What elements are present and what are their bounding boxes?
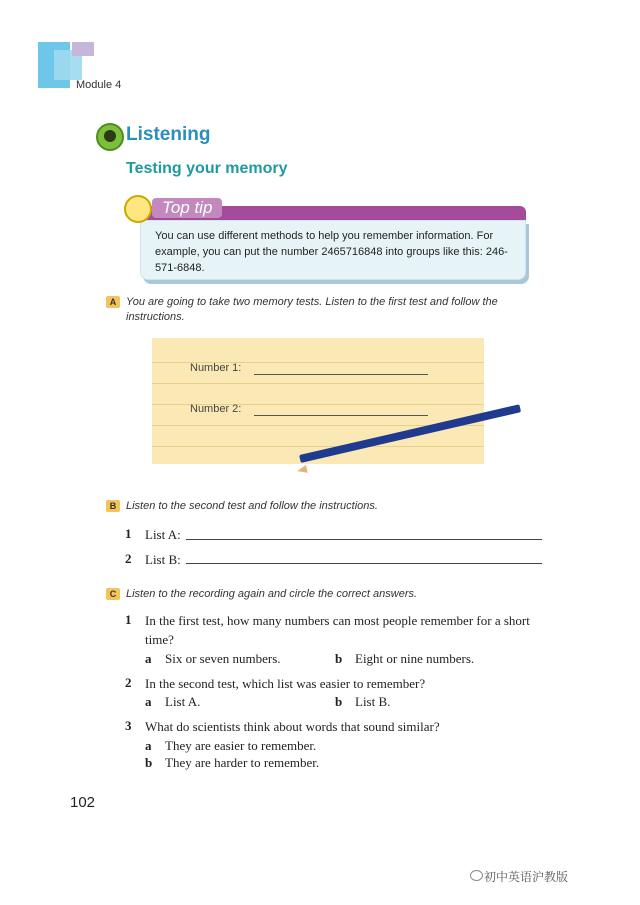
number2-label: Number 2:	[190, 403, 242, 415]
exercise-badge-c: C	[106, 588, 120, 600]
number2-answer-line[interactable]	[254, 415, 428, 416]
section-title: Listening	[126, 124, 211, 145]
page-number: 102	[70, 794, 96, 811]
tip-text: You can use different methods to help you remember information. For example, you can put the number 2465716848 into groups like this: 246-571-6848.	[155, 230, 508, 274]
notepad-line	[152, 383, 484, 384]
answer-option[interactable]: List B.	[355, 694, 391, 709]
option-letter-a: a	[145, 694, 152, 709]
answer-option[interactable]: Six or seven numbers.	[165, 651, 281, 666]
headphones-icon	[96, 123, 124, 151]
answer-option[interactable]: List A.	[165, 694, 201, 709]
notepad-line	[152, 446, 484, 447]
option-letter-b: b	[335, 694, 343, 709]
module-label: Module 4	[76, 79, 122, 91]
header-decoration	[72, 42, 94, 56]
number1-answer-line[interactable]	[254, 374, 428, 375]
list-a-answer-line[interactable]	[186, 539, 542, 540]
section-subtitle: Testing your memory	[126, 160, 288, 177]
list-a-label: List A:	[145, 527, 181, 542]
question-text: In the first test, how many numbers can most people remember for a short time?	[145, 613, 530, 647]
answer-option[interactable]: Eight or nine numbers.	[355, 651, 475, 666]
list-b-label: List B:	[145, 552, 181, 567]
item-number: 2	[125, 551, 132, 566]
lightbulb-icon	[124, 195, 152, 223]
exercise-badge-a: A	[106, 296, 120, 308]
pencil-tip	[296, 465, 308, 475]
item-number: 1	[125, 526, 132, 541]
option-letter-b: b	[145, 755, 153, 770]
question-text: What do scientists think about words that sound similar?	[145, 719, 440, 734]
question-text: In the second test, which list was easier to remember?	[145, 676, 426, 691]
list-b-answer-line[interactable]	[186, 563, 542, 564]
exercise-a-instruction: You are going to take two memory tests. Listen to the first test and follow the instructions.	[126, 296, 498, 323]
watermark-text: 初中英语沪教版	[484, 870, 569, 884]
notepad	[152, 338, 484, 464]
answer-option[interactable]: They are harder to remember.	[165, 755, 320, 770]
number1-label: Number 1:	[190, 362, 242, 374]
question-number: 2	[125, 675, 132, 690]
answer-option[interactable]: They are easier to remember.	[165, 738, 317, 753]
wechat-icon	[470, 870, 483, 881]
question-number: 3	[125, 718, 132, 733]
option-letter-b: b	[335, 651, 343, 666]
option-letter-a: a	[145, 738, 152, 753]
exercise-b-instruction: Listen to the second test and follow the instructions.	[126, 500, 378, 512]
exercise-c-instruction: Listen to the recording again and circle the correct answers.	[126, 588, 418, 600]
option-letter-a: a	[145, 651, 152, 666]
tip-label: Top tip	[152, 198, 222, 218]
exercise-badge-b: B	[106, 500, 120, 512]
question-number: 1	[125, 612, 132, 627]
